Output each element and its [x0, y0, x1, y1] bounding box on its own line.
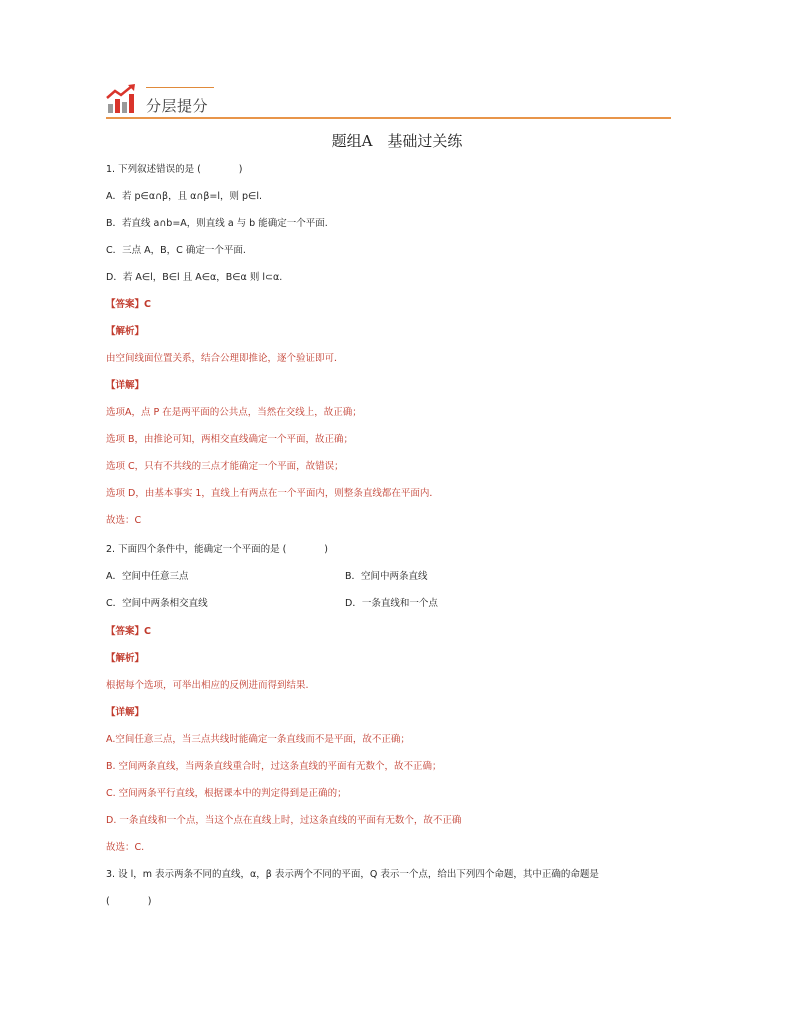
- q1-option-d: D．若 A∈l，B∈l 且 A∈α，B∈α 则 l⊂α.: [106, 272, 283, 283]
- q1-analysis: 由空间线面位置关系，结合公理即推论，逐个验证即可．: [106, 353, 344, 364]
- q2-detail-a: A.空间任意三点，当三点共线时能确定一条直线而不是平面，故不正确；: [106, 734, 410, 745]
- q1-detail-b: 选项 B，由推论可知，两相交直线确定一个平面，故正确；: [106, 434, 354, 445]
- q2-analysis: 根据每个选项，可举出相应的反例进而得到结果.: [106, 680, 309, 691]
- q1-choose: 故选：C: [106, 515, 142, 526]
- q2-analysis-tag: 【解析】: [106, 653, 145, 664]
- q1-option-c: C．三点 A，B，C 确定一个平面.: [106, 245, 246, 256]
- header-title: 分层提分: [146, 97, 209, 115]
- q1-stem: 1. 下列叙述错误的是 ( ): [106, 164, 243, 175]
- bar-chart-trend-icon: [106, 84, 136, 114]
- q2-detail-d: D. 一条直线和一个点，当这个点在直线上时，过这条直线的平面有无数个，故不正确: [106, 815, 462, 826]
- header-top-line: [146, 87, 214, 88]
- q2-detail-tag: 【详解】: [106, 707, 145, 718]
- q1-option-b: B．若直线 a∩b=A，则直线 a 与 b 能确定一个平面.: [106, 218, 328, 229]
- q1-answer: 【答案】C: [106, 299, 151, 310]
- q2-detail-b: B. 空间两条直线，当两条直线重合时，过这条直线的平面有无数个，故不正确；: [106, 761, 442, 772]
- header-rule: [106, 117, 671, 119]
- q1-detail-tag: 【详解】: [106, 380, 145, 391]
- q2-answer: 【答案】C: [106, 626, 151, 637]
- q2-option-d: D．一条直线和一个点: [345, 598, 438, 609]
- q3-paren: ( ): [106, 896, 152, 907]
- q2-option-a: A．空间中任意三点: [106, 571, 189, 582]
- q3-stem: 3. 设 l，m 表示两条不同的直线，α，β 表示两个不同的平面，Q 表示一个点，给出下列四个命题，其中正确的命题是: [106, 869, 599, 880]
- q1-analysis-tag: 【解析】: [106, 326, 145, 337]
- q1-detail-c: 选项 C，只有不共线的三点才能确定一个平面，故错误；: [106, 461, 344, 472]
- q1-option-a: A．若 p∈α∩β，且 α∩β=l，则 p∈l.: [106, 191, 262, 202]
- q1-detail-d: 选项 D，由基本事实 1，直线上有两点在一个平面内，则整条直线都在平面内．: [106, 488, 439, 499]
- section-title: 题组A 基础过关练: [331, 132, 463, 150]
- q2-detail-c: C. 空间两条平行直线，根据课本中的判定得到是正确的；: [106, 788, 347, 799]
- q2-stem: 2. 下面四个条件中，能确定一个平面的是 ( ): [106, 544, 329, 555]
- q2-option-c: C．空间中两条相交直线: [106, 598, 208, 609]
- q2-option-b: B．空间中两条直线: [345, 571, 428, 582]
- q2-choose: 故选：C.: [106, 842, 145, 853]
- q1-detail-a: 选项A，点 P 在是两平面的公共点，当然在交线上，故正确；: [106, 407, 362, 418]
